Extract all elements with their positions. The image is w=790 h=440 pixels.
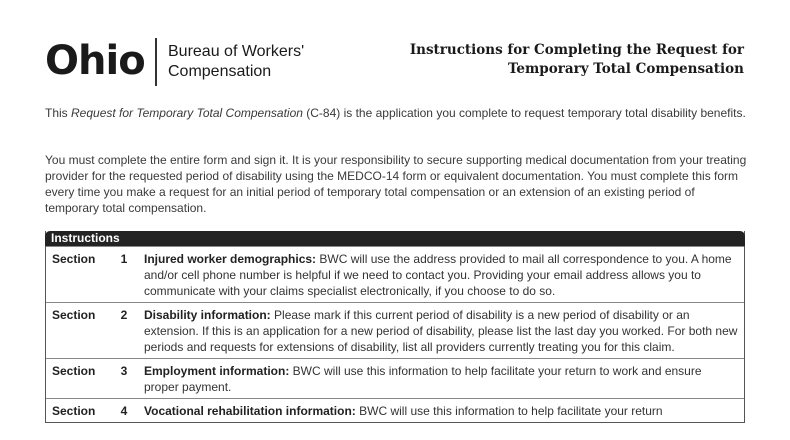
section-title: Employment information: xyxy=(144,364,290,378)
section-body: BWC will use this information to help facilitate your return to work and ensure proper payment. xyxy=(144,364,702,394)
section-number: 1 xyxy=(120,252,128,266)
section-description xyxy=(144,403,744,419)
intro-p1-after: (C-84) is the application you complete to request temporary total disability benefits. xyxy=(302,106,746,120)
section-body: BWC will use the address provided to mail all correspondence to you. A home and/or cell phone number is helpful if we need to contact you. Providing your email address allows you to communicate with your claims specialist electronically, if you choose to do so. xyxy=(144,252,732,298)
bureau-name: Bureau of Workers' Compensation xyxy=(168,43,305,80)
section-label: Section xyxy=(52,308,96,322)
section-number: 3 xyxy=(120,364,128,378)
section-title: Disability information: xyxy=(144,308,271,322)
section-row-3 xyxy=(46,358,744,398)
document-title xyxy=(324,41,744,79)
section-label: Section xyxy=(52,252,96,266)
document-title-line-1: Instructions for Completing the Request for xyxy=(409,42,744,58)
document-header xyxy=(0,0,790,100)
section-row-1 xyxy=(46,246,744,302)
intro-p1-before: This xyxy=(45,106,72,120)
logo-divider xyxy=(155,38,157,86)
section-row-2 xyxy=(46,302,744,358)
intro-p1-form-title: Request for Temporary Total Compensation xyxy=(71,106,303,120)
instructions-header: Instructions xyxy=(45,231,745,246)
document-title-line-2: Temporary Total Compensation xyxy=(507,61,744,77)
intro-paragraph-1 xyxy=(45,105,750,121)
section-title: Injured worker demographics: xyxy=(144,252,317,266)
section-description xyxy=(144,251,744,299)
section-description xyxy=(144,363,744,395)
section-body: Please mark if this current period of disability is a new period of disability or an extension. If this is an application for a new period of disability, please list the last day you worked. For both new periods and requests for extensions of disability, list all providers currently treating you for this claim. xyxy=(144,308,738,354)
section-row-4 xyxy=(46,398,744,422)
section-title: Vocational rehabilitation information: xyxy=(144,404,356,418)
section-number: 4 xyxy=(120,404,128,418)
section-label: Section xyxy=(52,364,96,378)
section-number: 2 xyxy=(120,308,128,322)
ohio-logo: Ohio xyxy=(45,38,145,84)
section-label: Section xyxy=(52,404,96,418)
intro-paragraph-2: You must complete the entire form and sign it. It is your responsibility to secure supporting medical documentation from your treating provider for the requested period of disability using the MEDCO-14 form or equivalent documentation. You must complete this form every time you make a request for an initial period of temporary total compensation or an extension of an existing period of temporary total compensation. xyxy=(45,153,747,215)
section-description xyxy=(144,307,744,355)
section-body: BWC will use this information to help facilitate your return xyxy=(355,404,663,418)
instructions-table xyxy=(45,231,745,423)
